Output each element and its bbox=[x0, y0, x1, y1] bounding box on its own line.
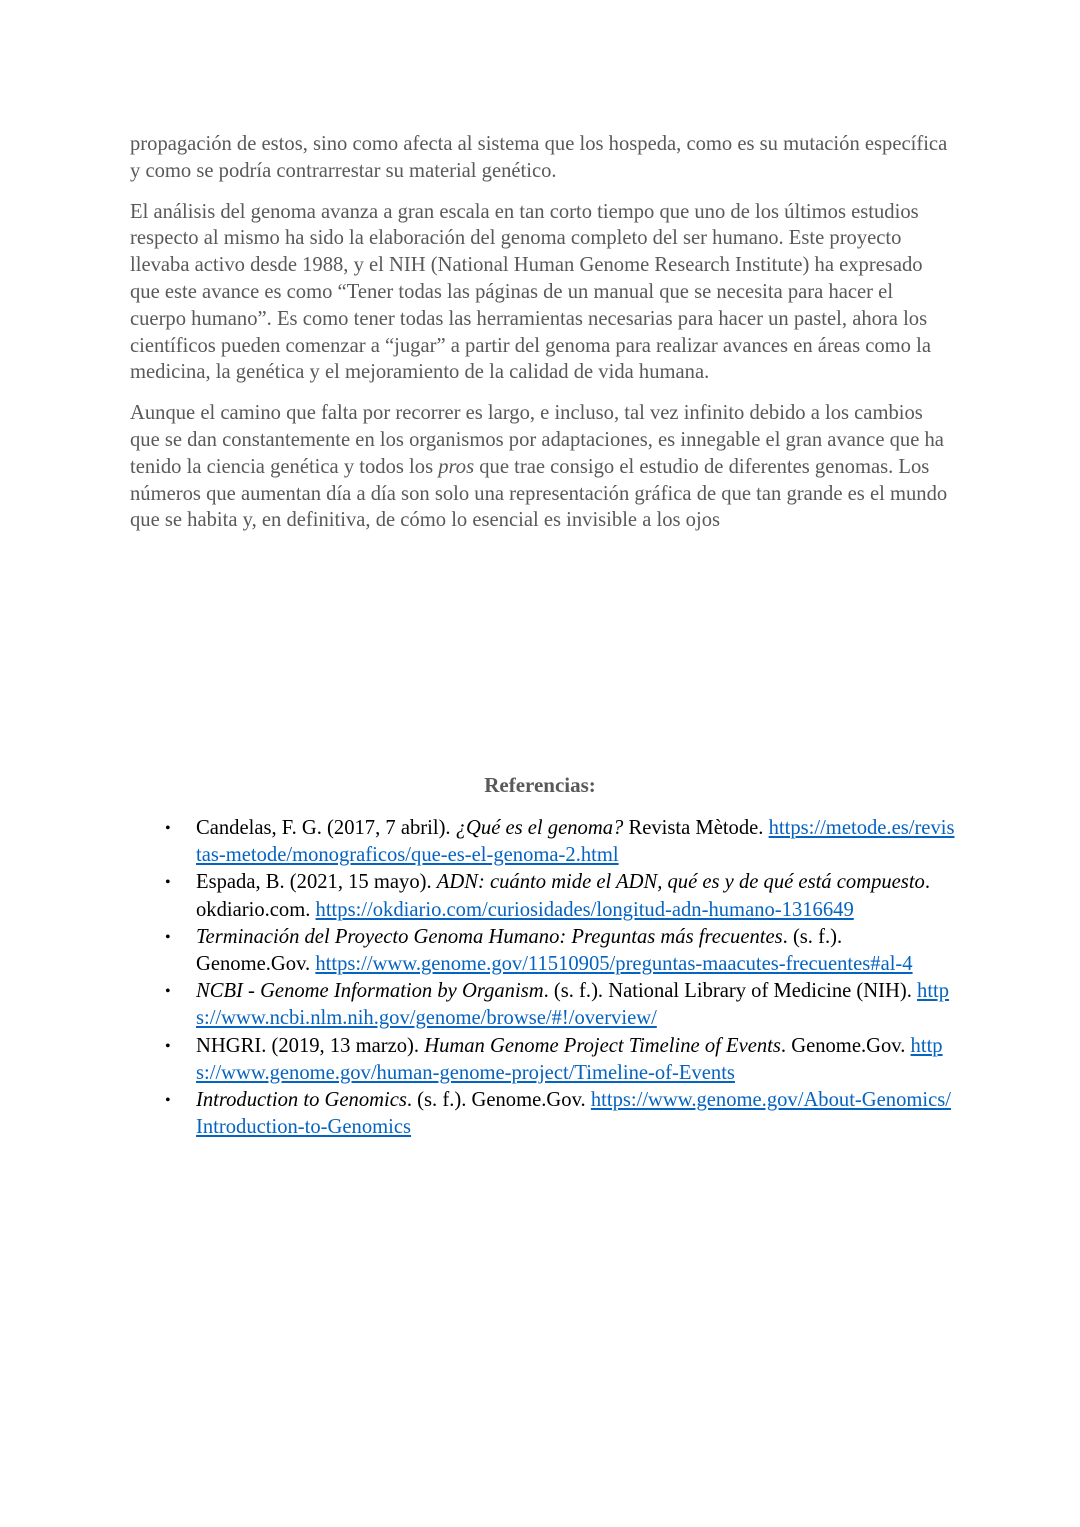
reference-source: . (s. f.). National Library of Medicine (NIH). bbox=[543, 980, 918, 1003]
reference-link[interactable]: https://www.genome.gov/human-genome-project/Timeline-of-Events bbox=[196, 1034, 943, 1084]
bullet-icon: • bbox=[165, 874, 171, 892]
reference-source: . Genome.Gov. bbox=[780, 1034, 911, 1057]
reference-item bbox=[165, 978, 956, 1032]
reference-link[interactable]: https://www.genome.gov/11510905/preguntas-maacutes-frecuentes#al-4 bbox=[315, 953, 913, 976]
bullet-icon: • bbox=[165, 1037, 171, 1055]
references-heading: Referencias: bbox=[484, 773, 596, 797]
reference-item bbox=[165, 815, 956, 869]
paragraph-3-text-end: que trae consigo el estudio de diferentes genomas. Los números que aumentan día a día son solo una representación gráfica de que tan grande es el mundo que se habita y, en definitiva, de cómo lo esencial es invisible a los ojos bbox=[130, 455, 948, 532]
reference-link[interactable]: https://metode.es/revistas-metode/monograficos/que-es-el-genoma-2.html bbox=[196, 817, 955, 867]
reference-title: NCBI - Genome Information by Organism bbox=[196, 980, 544, 1003]
reference-link[interactable]: https://okdiario.com/curiosidades/longitud-adn-humano-1316649 bbox=[315, 898, 854, 921]
reference-title: Terminación del Proyecto Genoma Humano: Preguntas más frecuentes bbox=[196, 925, 783, 948]
reference-title: Introduction to Genomics bbox=[196, 1089, 407, 1112]
reference-item bbox=[165, 924, 956, 978]
bullet-icon: • bbox=[165, 928, 171, 946]
reference-source: . (s. f.). Genome.Gov. bbox=[196, 925, 843, 976]
reference-source: . (s. f.). Genome.Gov. bbox=[406, 1089, 591, 1112]
bullet-icon: • bbox=[165, 1092, 171, 1110]
paragraph-1: propagación de estos, sino como afecta al sistema que los hospeda, como es su mutación específica y como se podría contrarrestar su material genético. bbox=[130, 133, 948, 182]
paragraph-2: El análisis del genoma avanza a gran escala en tan corto tiempo que uno de los últimos estudios respecto al mismo ha sido la elaboración del genoma completo del ser humano. Este proyecto llevaba activo desde 1988, y el NIH (National Human Genome Research Institute) ha expresado que este avance es como “Tener todas las páginas de un manual que se necesita para hacer el cuerpo humano”. Es como tener todas las herramientas necesarias para hacer un pastel, ahora los científicos pueden comenzar a “jugar” a partir del genoma para realizar avances en áreas como la medicina, la genética y el mejoramiento de la calidad de vida humana. bbox=[130, 200, 931, 384]
reference-item bbox=[165, 869, 956, 923]
reference-source: Revista Mètode. bbox=[623, 817, 769, 839]
paragraph-3-italic-term: pros bbox=[438, 455, 475, 478]
reference-source: . okdiario.com. bbox=[196, 871, 930, 921]
reference-author: Espada, B. (2021, 15 mayo). bbox=[196, 871, 437, 894]
references-list bbox=[165, 815, 956, 1141]
reference-author: NHGRI. (2019, 13 marzo). bbox=[196, 1034, 425, 1057]
reference-item bbox=[165, 1033, 956, 1087]
reference-title: ¿Qué es el genoma? bbox=[455, 817, 624, 839]
bullet-icon: • bbox=[165, 820, 171, 837]
reference-title: Human Genome Project Timeline of Events bbox=[424, 1034, 781, 1057]
body-text bbox=[130, 131, 950, 548]
reference-link[interactable]: https://www.ncbi.nlm.nih.gov/genome/browse/#!/overview/ bbox=[196, 980, 950, 1030]
paragraph-3 bbox=[130, 400, 950, 534]
reference-item bbox=[165, 1087, 956, 1141]
reference-link[interactable]: https://www.genome.gov/About-Genomics/Introduction-to-Genomics bbox=[196, 1089, 952, 1139]
paragraph-3-text-start: Aunque el camino que falta por recorrer es largo, e incluso, tal vez infinito debido a los cambios que se dan constantemente en los organismos por adaptaciones, es innegable el gran avance que ha tenido la ciencia genética y todos los bbox=[130, 402, 944, 478]
reference-title: ADN: cuánto mide el ADN, qué es y de qué está compuesto bbox=[436, 871, 925, 894]
reference-author: Candelas, F. G. (2017, 7 abril). bbox=[196, 817, 456, 839]
bullet-icon: • bbox=[165, 983, 171, 1001]
